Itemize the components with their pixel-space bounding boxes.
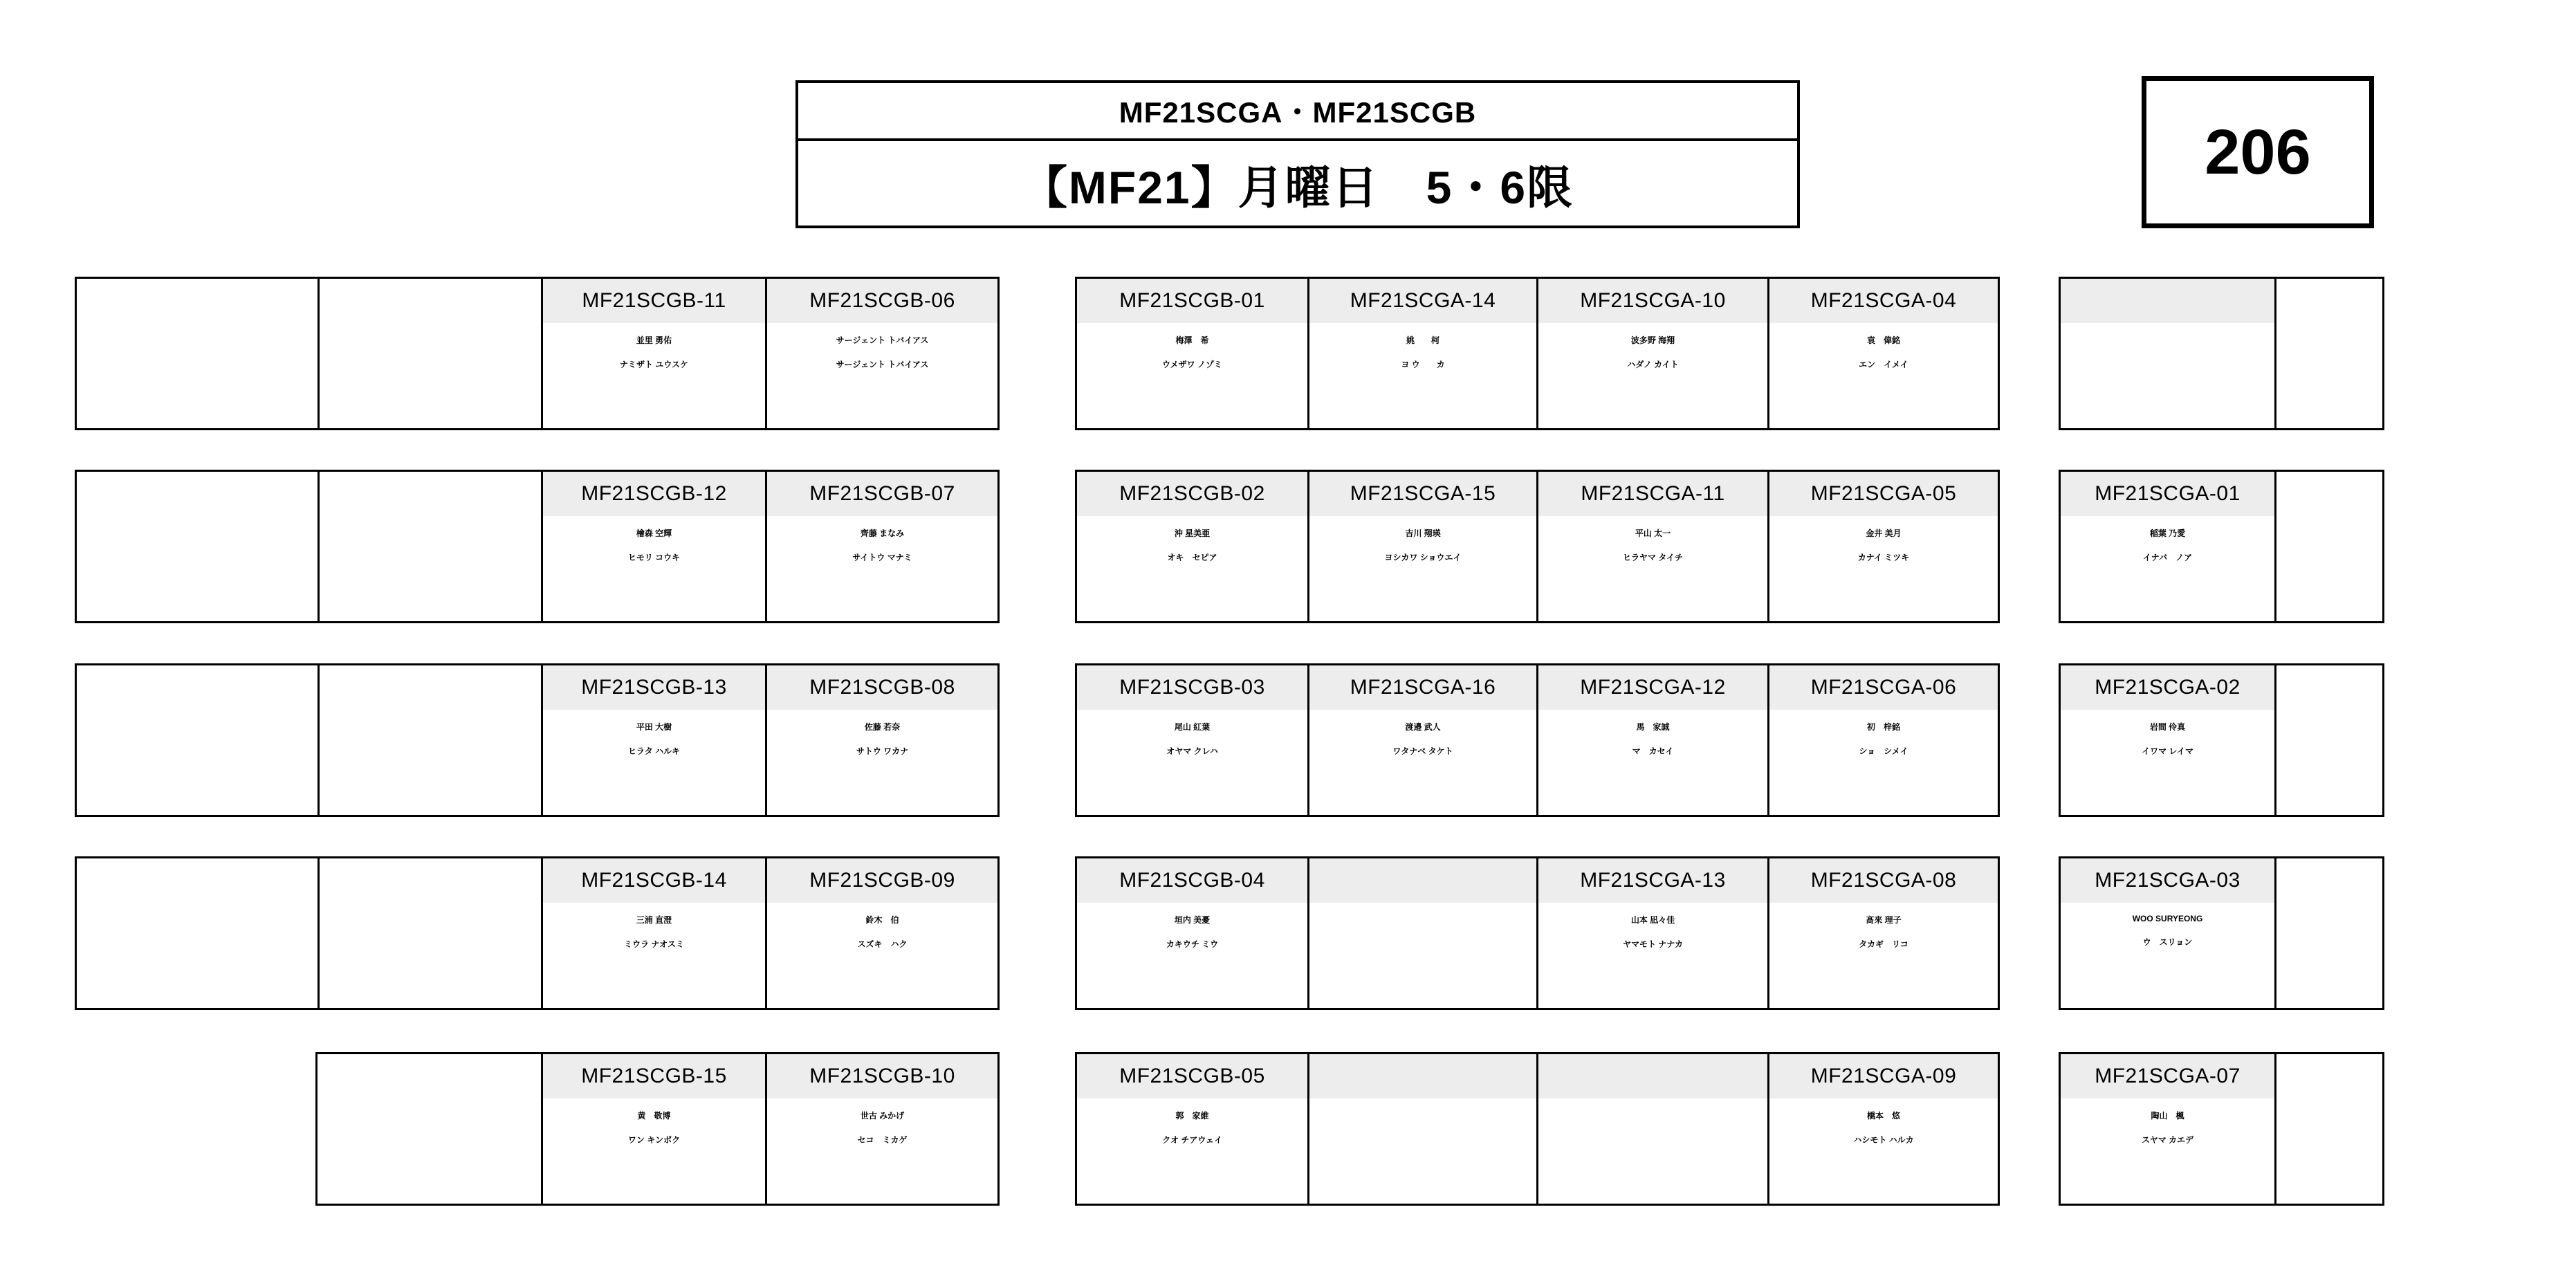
seat-cell <box>1767 1054 1998 1204</box>
seat-name: 檜森 空輝 <box>636 528 672 538</box>
seat-cell <box>1767 665 1998 815</box>
seat-name: 並里 勇佑 <box>636 335 672 345</box>
seat-cell <box>765 858 997 1008</box>
seat-name: 世古 みかげ <box>860 1111 905 1121</box>
seat-cell <box>1767 858 1998 1008</box>
seat-id: MF21SCGB-15 <box>543 1054 765 1098</box>
seat-id: MF21SCGB-01 <box>1077 279 1307 323</box>
seat-cell-empty <box>77 279 318 428</box>
seat-cell <box>1767 279 1998 428</box>
seat-id-blank <box>1309 858 1536 903</box>
seat-id: MF21SCGA-10 <box>1538 279 1767 323</box>
page-title: 【MF21】月曜日 5・6限 <box>1021 161 1574 213</box>
seat-name: 郭 家維 <box>1175 1111 1209 1121</box>
seat-cell <box>1077 858 1307 1008</box>
seat-name: 吉川 翔瑛 <box>1405 528 1441 538</box>
room-number: 206 <box>2142 76 2374 228</box>
seat-id: MF21SCGB-02 <box>1077 472 1307 516</box>
seat-block-middle <box>1075 470 2000 623</box>
seat-cell-empty <box>2274 858 2382 1008</box>
seat-kana: ヒラタ ハルキ <box>627 746 681 756</box>
seat-id: MF21SCGB-13 <box>543 665 765 710</box>
seat-name: WOO SURYEONG <box>2132 914 2203 923</box>
seat-cell <box>765 1054 997 1204</box>
seat-cell <box>2061 858 2274 1008</box>
seat-cell <box>1077 279 1307 428</box>
seat-name: サージェント トバイアス <box>836 335 929 345</box>
seat-cell <box>541 472 765 621</box>
seat-id: MF21SCGB-11 <box>543 279 765 323</box>
seat-kana: オヤマ クレハ <box>1166 746 1218 756</box>
seat-cell-empty <box>1307 858 1536 1008</box>
seat-name: 沖 星美亜 <box>1174 528 1211 538</box>
seat-name: 尾山 紅葉 <box>1174 722 1211 732</box>
seat-id: MF21SCGA-05 <box>1769 472 1998 516</box>
seat-cell-empty <box>318 472 541 621</box>
seat-name: 金井 美月 <box>1866 528 1902 538</box>
seat-id-blank <box>1309 1054 1536 1098</box>
seat-cell <box>2061 472 2274 621</box>
seat-cell <box>1077 665 1307 815</box>
seat-cell-empty <box>318 665 541 815</box>
seat-kana: オキ セピア <box>1167 553 1217 562</box>
seat-cell <box>1077 1054 1307 1204</box>
seat-id: MF21SCGA-06 <box>1769 665 1998 710</box>
seat-id: MF21SCGA-11 <box>1538 472 1767 516</box>
seat-name: 垣内 美憂 <box>1174 915 1211 925</box>
seat-id: MF21SCGA-09 <box>1769 1054 1998 1098</box>
seat-kana: マ カセイ <box>1632 746 1674 756</box>
seat-cell <box>541 858 765 1008</box>
seat-name: 山本 凪々佳 <box>1630 915 1675 925</box>
seat-name: 平田 大樹 <box>636 722 672 732</box>
seat-block-middle <box>1075 1052 2000 1206</box>
seat-id: MF21SCGB-07 <box>767 472 997 516</box>
seat-block-middle <box>1075 663 2000 817</box>
seat-id: MF21SCGA-15 <box>1309 472 1536 516</box>
seat-cell-empty <box>2274 472 2382 621</box>
seat-cell-empty <box>77 665 318 815</box>
seat-block-right <box>2059 470 2384 623</box>
seat-cell <box>1536 472 1767 621</box>
course-codes: MF21SCGA・MF21SCGB <box>798 83 1797 141</box>
seat-block-left <box>75 470 1000 623</box>
seat-kana: イワマ レイマ <box>2142 746 2193 756</box>
seat-name: 黄 敬博 <box>637 1111 671 1121</box>
seat-block-right <box>2059 1052 2384 1206</box>
seat-name: 齊藤 まなみ <box>860 528 905 538</box>
seat-cell <box>541 1054 765 1204</box>
seat-id: MF21SCGA-08 <box>1769 858 1998 903</box>
seat-block-left <box>75 856 1000 1010</box>
seat-id-blank <box>2061 279 2274 323</box>
seat-name: 初 梓銘 <box>1866 722 1900 732</box>
seat-cell-empty <box>2274 665 2382 815</box>
seat-id: MF21SCGA-02 <box>2061 665 2274 710</box>
seat-kana: タカギ リコ <box>1859 939 1908 949</box>
seat-cell <box>1536 665 1767 815</box>
seat-cell <box>1536 858 1767 1008</box>
seat-name: 馬 家誠 <box>1636 722 1670 732</box>
seat-id: MF21SCGB-04 <box>1077 858 1307 903</box>
seat-cell-empty <box>318 279 541 428</box>
seat-id: MF21SCGA-13 <box>1538 858 1767 903</box>
seat-cell-empty <box>1307 1054 1536 1204</box>
seat-kana: サイトウ マナミ <box>852 553 912 562</box>
seat-cell <box>765 665 997 815</box>
seat-block-right <box>2059 663 2384 817</box>
seat-cell <box>1077 472 1307 621</box>
seat-name: 陶山 楓 <box>2151 1111 2184 1121</box>
seat-id: MF21SCGA-12 <box>1538 665 1767 710</box>
seat-cell-empty <box>2274 1054 2382 1204</box>
seat-name: 髙來 理子 <box>1866 915 1902 925</box>
seat-name: 鈴木 伯 <box>865 915 899 925</box>
seat-cell <box>541 665 765 815</box>
seat-id: MF21SCGB-03 <box>1077 665 1307 710</box>
seat-kana: サージェント トバイアス <box>836 360 929 369</box>
seat-block-left <box>75 663 1000 817</box>
seat-block-middle <box>1075 277 2000 430</box>
seat-block-middle <box>1075 856 2000 1010</box>
seat-id: MF21SCGA-14 <box>1309 279 1536 323</box>
seat-block-right <box>2059 277 2384 430</box>
seat-kana: ヨ ウ カ <box>1401 360 1445 369</box>
seat-kana: ナミザト ユウスケ <box>620 360 688 369</box>
seat-kana: ウメザワ ノゾミ <box>1162 360 1222 369</box>
seat-id: MF21SCGA-03 <box>2061 858 2274 903</box>
seat-cell-empty <box>77 858 318 1008</box>
seat-cell <box>1307 279 1536 428</box>
seat-name: 袁 偉銘 <box>1866 335 1900 345</box>
seat-kana: クオ チアウェイ <box>1162 1135 1222 1145</box>
seat-id: MF21SCGB-10 <box>767 1054 997 1098</box>
seat-cell-empty <box>318 858 541 1008</box>
seat-kana: ヒラヤマ タイチ <box>1622 553 1684 562</box>
seat-kana: ヒモリ コウキ <box>627 553 681 562</box>
seat-block-left <box>315 1052 1000 1206</box>
seat-name: 橋本 悠 <box>1866 1111 1900 1121</box>
class-header-box <box>795 80 1800 228</box>
seat-cell-empty <box>77 472 318 621</box>
seat-cell <box>1536 279 1767 428</box>
seat-kana: ハダノ カイト <box>1627 360 1679 369</box>
seat-cell <box>1307 472 1536 621</box>
seat-kana: カキウチ ミウ <box>1166 939 1219 949</box>
seat-kana: ハシモト ハルカ <box>1853 1135 1914 1145</box>
seat-cell <box>765 279 997 428</box>
seat-block-right <box>2059 856 2384 1010</box>
seat-name: 三浦 直澄 <box>636 915 672 925</box>
seat-id: MF21SCGA-01 <box>2061 472 2274 516</box>
seat-kana: ワン キンポク <box>627 1135 681 1145</box>
seat-id: MF21SCGA-16 <box>1309 665 1536 710</box>
seat-cell <box>541 279 765 428</box>
seat-id: MF21SCGB-06 <box>767 279 997 323</box>
seat-id-blank <box>1538 1054 1767 1098</box>
seat-kana: エン イメイ <box>1859 360 1908 369</box>
seat-kana: ヤマモト ナナカ <box>1622 939 1684 949</box>
seat-name: 梅澤 希 <box>1175 335 1209 345</box>
seat-id: MF21SCGA-07 <box>2061 1054 2274 1098</box>
seat-kana: ヨシカワ ショウエイ <box>1384 553 1462 562</box>
seat-cell-empty <box>2061 279 2274 428</box>
seat-name: 姚 柯 <box>1406 335 1439 345</box>
seat-block-left <box>75 277 1000 430</box>
seat-id: MF21SCGB-08 <box>767 665 997 710</box>
seat-cell-empty <box>1536 1054 1767 1204</box>
seat-kana: スズキ ハク <box>857 939 908 949</box>
seat-name: 渡邉 武人 <box>1405 722 1441 732</box>
seat-id: MF21SCGB-05 <box>1077 1054 1307 1098</box>
seat-cell <box>2061 1054 2274 1204</box>
seat-name: 波多野 海翔 <box>1630 335 1675 345</box>
seat-name: 佐藤 若奈 <box>864 722 901 732</box>
seat-kana: セコ ミカゲ <box>857 1135 908 1145</box>
seat-kana: ウ スリョン <box>2142 937 2193 947</box>
seat-id: MF21SCGB-09 <box>767 858 997 903</box>
seat-kana: イナバ ノア <box>2142 553 2193 562</box>
seat-kana: カナイ ミツキ <box>1857 553 1910 562</box>
seat-cell <box>1767 472 1998 621</box>
seat-kana: ショ シメイ <box>1859 746 1908 756</box>
seat-kana: ワタナベ タケト <box>1392 746 1453 756</box>
seat-kana: サトウ ワカナ <box>856 746 909 756</box>
seat-kana: スヤマ カエデ <box>2141 1135 2194 1145</box>
seat-kana: ミウラ ナオスミ <box>624 939 684 949</box>
seat-cell <box>1307 665 1536 815</box>
seat-cell-empty <box>318 1054 541 1204</box>
seat-id: MF21SCGB-12 <box>543 472 765 516</box>
seat-cell <box>2061 665 2274 815</box>
seat-id: MF21SCGA-04 <box>1769 279 1998 323</box>
seat-cell-empty <box>2274 279 2382 428</box>
seat-id: MF21SCGB-14 <box>543 858 765 903</box>
seat-name: 稲葉 乃愛 <box>2149 528 2186 538</box>
seat-name: 岩間 伶真 <box>2149 722 2186 732</box>
seat-cell <box>765 472 997 621</box>
seat-name: 平山 太一 <box>1635 528 1671 538</box>
